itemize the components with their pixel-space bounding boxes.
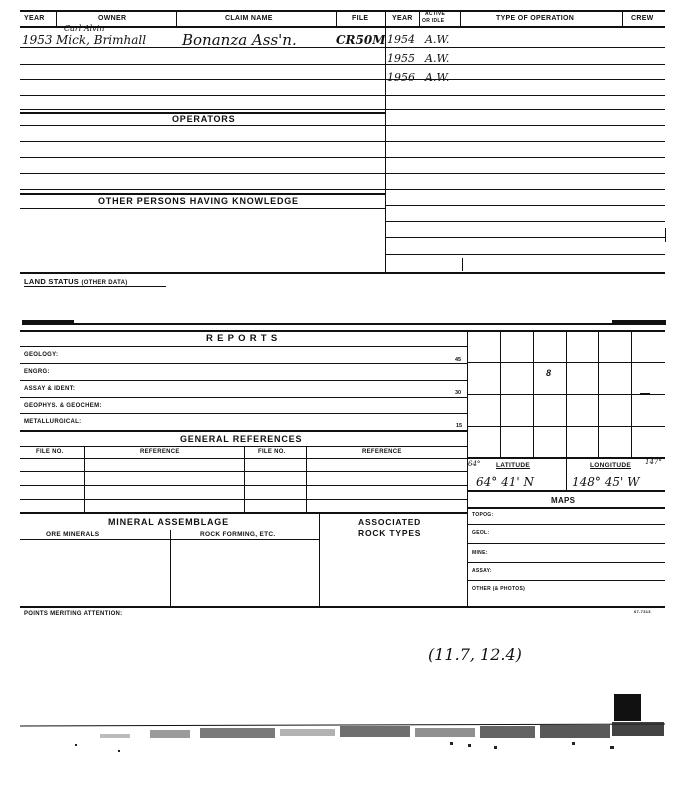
rule-line bbox=[385, 189, 665, 190]
edge-tick bbox=[462, 258, 463, 271]
activity-year: 1954 bbox=[387, 33, 415, 46]
rule-line bbox=[20, 125, 385, 126]
mineral-col-sep bbox=[170, 530, 171, 606]
header-or-idle: OR IDLE bbox=[422, 18, 445, 24]
rule-line bbox=[20, 141, 385, 142]
header-claim-name: CLAIM NAME bbox=[225, 15, 273, 22]
ref-col-sep bbox=[244, 446, 245, 512]
rule-line bbox=[385, 254, 665, 255]
edge-tick bbox=[665, 228, 666, 242]
middle-top-border bbox=[74, 323, 612, 325]
general-references-heading: GENERAL REFERENCES bbox=[180, 434, 303, 444]
header-sep bbox=[56, 11, 57, 26]
mineral-col-sep bbox=[319, 512, 320, 606]
ref-col-sep bbox=[84, 446, 85, 512]
grid-line bbox=[467, 426, 665, 427]
reports-top-border bbox=[20, 330, 665, 332]
land-status-title: LAND STATUS bbox=[24, 277, 80, 286]
report-label-assay: ASSAY & IDENT: bbox=[24, 386, 76, 392]
report-number: 15 bbox=[456, 423, 463, 429]
form-number: 67-7313 bbox=[634, 609, 651, 614]
grid-line bbox=[467, 362, 665, 363]
rule-line bbox=[385, 141, 665, 142]
activity-status: A.W. bbox=[425, 33, 450, 46]
rule-line bbox=[467, 562, 665, 563]
header-sep bbox=[419, 11, 420, 26]
grid-line bbox=[467, 394, 665, 395]
maps-row-other: OTHER (& PHOTOS) bbox=[472, 586, 526, 592]
rule-line bbox=[385, 79, 665, 80]
col-file-no: FILE NO. bbox=[36, 449, 64, 455]
col-ore-minerals: ORE MINERALS bbox=[46, 531, 100, 538]
general-references-top-border bbox=[20, 430, 467, 432]
coordinates-note: (11.7, 12.4) bbox=[428, 645, 522, 664]
report-label-geophys: GEOPHYS. & GEOCHEM: bbox=[24, 403, 102, 409]
punch-mark bbox=[612, 320, 666, 325]
points-meriting-attention: POINTS MERITING ATTENTION: bbox=[24, 611, 123, 617]
header-owner: OWNER bbox=[98, 15, 127, 22]
header-bottom-border bbox=[20, 26, 665, 28]
land-status-subtitle: (OTHER DATA) bbox=[81, 280, 128, 286]
header-sep bbox=[622, 11, 623, 26]
header-active: ACTIVE bbox=[425, 11, 446, 17]
rule-line bbox=[385, 157, 665, 158]
entry-file: CR50M bbox=[336, 33, 386, 47]
other-persons-top-border bbox=[20, 193, 385, 195]
report-number: 30 bbox=[455, 390, 462, 396]
col-reference: REFERENCE bbox=[140, 449, 180, 455]
reports-right-divider bbox=[467, 330, 468, 606]
mineral-assemblage-heading: MINERAL ASSEMBLAGE bbox=[108, 517, 229, 527]
land-status-label bbox=[24, 277, 128, 286]
rule-line bbox=[385, 64, 665, 65]
rule-line bbox=[20, 157, 385, 158]
land-status-underline bbox=[24, 286, 166, 287]
rule-line bbox=[20, 346, 467, 347]
entry-year: 1953 bbox=[22, 33, 53, 47]
rule-line bbox=[20, 79, 385, 80]
header-file: FILE bbox=[352, 15, 369, 22]
report-number: 45 bbox=[455, 357, 462, 363]
reports-heading: R E P O R T S bbox=[206, 333, 278, 344]
associated-rock-types-line2: ROCK TYPES bbox=[358, 528, 422, 538]
col-rock-forming: ROCK FORMING, ETC. bbox=[200, 531, 276, 538]
activity-year: 1956 bbox=[387, 71, 415, 84]
header-year: YEAR bbox=[24, 15, 45, 22]
rule-line bbox=[385, 47, 665, 48]
entry-owner: Mick, Brimhall bbox=[56, 33, 147, 47]
header-crew: CREW bbox=[631, 15, 654, 22]
scan-noise-strip bbox=[0, 712, 678, 772]
rule-line bbox=[467, 543, 665, 544]
activity-status: A.W. bbox=[425, 71, 450, 84]
rule-line bbox=[467, 507, 665, 509]
maps-top-border bbox=[467, 490, 665, 492]
maps-heading: MAPS bbox=[551, 496, 576, 505]
grid-mark: 8 bbox=[546, 368, 552, 378]
rule-line bbox=[385, 173, 665, 174]
col-reference-2: REFERENCE bbox=[362, 449, 402, 455]
ref-col-sep bbox=[306, 446, 307, 512]
rule-line bbox=[385, 237, 665, 238]
report-label-engrg: ENGRG: bbox=[24, 369, 50, 375]
rule-line bbox=[20, 380, 467, 381]
report-label-metallurgical: METALLURGICAL: bbox=[24, 419, 82, 425]
rule-line bbox=[385, 95, 665, 96]
maps-row-geol: GEOL: bbox=[472, 530, 490, 536]
latitude-label: LATITUDE bbox=[496, 462, 531, 469]
maps-row-assay: ASSAY: bbox=[472, 568, 492, 574]
lon-suffix: 147° bbox=[645, 458, 662, 466]
grid-tick bbox=[640, 393, 650, 395]
top-border bbox=[20, 10, 665, 12]
rule-line bbox=[20, 208, 385, 209]
longitude-value: 148° 45' W bbox=[572, 475, 640, 489]
rule-line bbox=[20, 413, 467, 414]
rule-line bbox=[20, 173, 385, 174]
upper-section-bottom-border bbox=[20, 272, 665, 274]
report-label-geology: GEOLOGY: bbox=[24, 352, 59, 358]
lat-prefix: 64° bbox=[468, 460, 481, 468]
longitude-label: LONGITUDE bbox=[590, 462, 631, 469]
rule-line bbox=[385, 221, 665, 222]
operators-heading: OPERATORS bbox=[172, 114, 236, 124]
punch-mark bbox=[22, 320, 74, 325]
rule-line bbox=[20, 397, 467, 398]
rule-line bbox=[385, 205, 665, 206]
header-sep bbox=[176, 11, 177, 26]
maps-row-mine: MINE: bbox=[472, 550, 488, 556]
activity-status: A.W. bbox=[425, 52, 450, 65]
maps-row-topog: TOPOG: bbox=[472, 512, 494, 518]
rule-line bbox=[20, 109, 385, 110]
rule-line bbox=[20, 363, 467, 364]
header-year-2: YEAR bbox=[392, 15, 413, 22]
associated-rock-types-line1: ASSOCIATED bbox=[358, 517, 422, 527]
middle-bottom-border bbox=[20, 606, 665, 608]
latitude-value: 64° 41' N bbox=[476, 475, 534, 489]
rule-line bbox=[385, 125, 665, 126]
activity-year: 1955 bbox=[387, 52, 415, 65]
mineral-top-border bbox=[20, 512, 467, 514]
header-sep bbox=[460, 11, 461, 26]
upper-center-divider bbox=[385, 11, 386, 273]
owner-first-names: Carl Alvin bbox=[64, 24, 105, 33]
rule-line bbox=[467, 580, 665, 581]
latlon-sep bbox=[566, 457, 567, 491]
header-sep bbox=[336, 11, 337, 26]
other-persons-heading: OTHER PERSONS HAVING KNOWLEDGE bbox=[98, 196, 299, 206]
rule-line bbox=[20, 189, 385, 190]
rule-line bbox=[467, 524, 665, 525]
rule-line bbox=[20, 95, 385, 96]
rule-line bbox=[20, 64, 385, 65]
col-file-no-2: FILE NO. bbox=[258, 449, 286, 455]
rule-line bbox=[20, 47, 385, 48]
rule-line bbox=[385, 109, 665, 110]
entry-claim-name: Bonanza Ass'n. bbox=[182, 31, 297, 49]
header-type-of-operation: TYPE OF OPERATION bbox=[496, 15, 575, 22]
